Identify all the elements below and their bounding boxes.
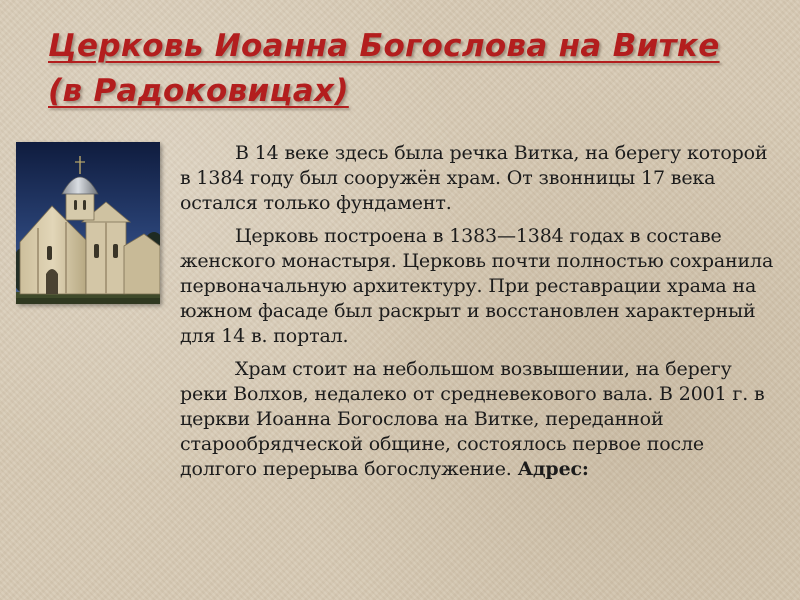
address-label: Адрес: xyxy=(517,458,589,481)
paragraph-3-text: Храм стоит на небольшом возвышении, на берегу реки Волхов, недалеко от средневекового вала. В 2001 г. в церкви Иоанна Богослова на Витке, переданной старообрядческой общине, состоялось первое после долгого перерыва богослужение. xyxy=(180,357,765,481)
church-illustration xyxy=(16,142,160,304)
slide-title: Церковь Иоанна Богослова на Витке (в Радоковицах) xyxy=(48,28,720,109)
church-photo xyxy=(16,142,160,304)
paragraph-1: В 14 веке здесь была речка Витка, на берегу которой в 1384 году был сооружён храм. От звонницы 17 века остался только фундамент. xyxy=(180,142,768,215)
paragraph-2: Церковь построена в 1383—1384 годах в составе женского монастыря. Церковь почти полностью сохранила первоначальную архитектуру. При реставрации храма на южном фасаде был раскрыт и восстановлен характерный для 14 в. портал. xyxy=(180,224,774,348)
paragraph-3 xyxy=(180,357,780,483)
article-body xyxy=(180,141,780,490)
